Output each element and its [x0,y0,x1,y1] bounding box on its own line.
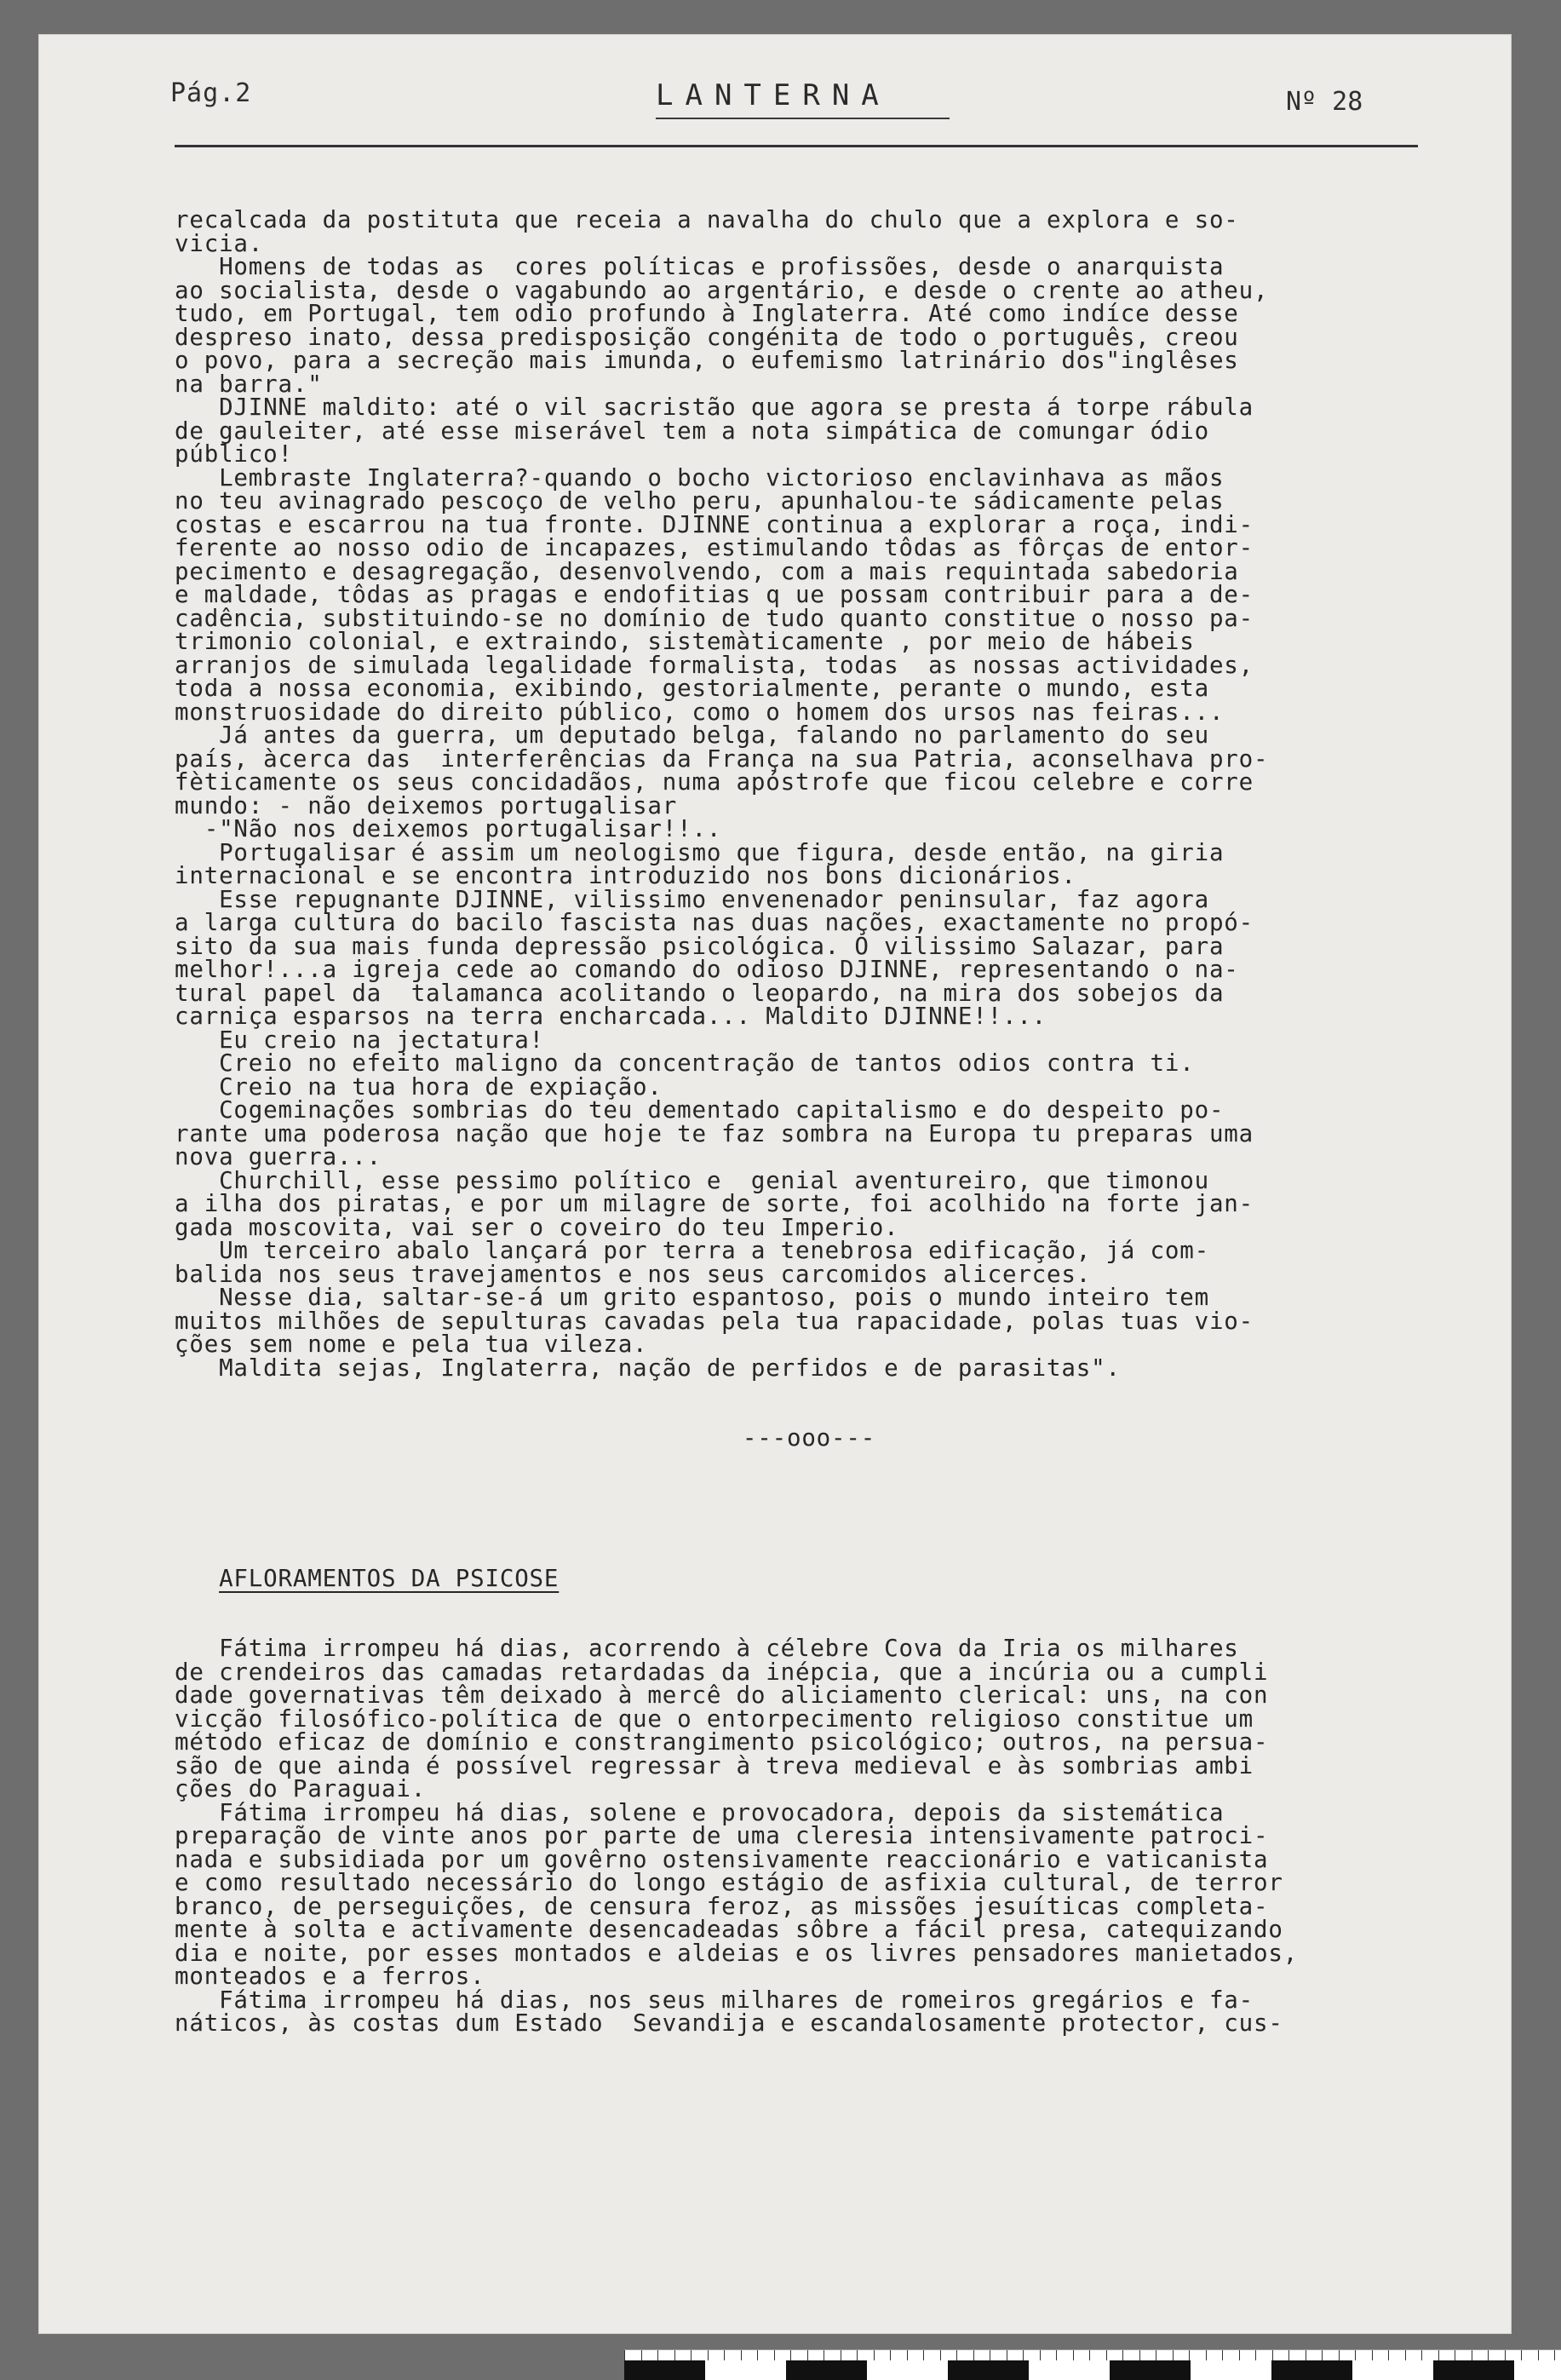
scale-tick [674,2350,675,2360]
text-line: melhor!...a igreja cede ao comando do odioso DJINNE, representando o na- [175,956,1239,983]
spacer [175,1498,1443,1521]
text-line: despreso inato, dessa predisposição congénita de todo o português, creou [175,323,1239,351]
text-line: tural papel da talamanca acolitando o leopardo, na mira dos sobejos da [175,979,1225,1007]
text-line: náticos, às costas dum Estado Sevandija e escandalosamente protector, cus- [175,2009,1283,2037]
body-text [175,162,1443,2249]
document-page [38,34,1512,2334]
scale-tick [1438,2350,1439,2360]
text-line: Churchill, esse pessimo político e genial aventureiro, que timonou [175,1166,1209,1194]
text-line: e maldade, tôdas as pragas e endofitias q ue possam contribuir para a de- [175,581,1254,608]
scale-tick [1239,2350,1240,2360]
scale-tick [1040,2350,1041,2360]
scale-block [1352,2360,1433,2380]
text-line: de gauleiter, até esse miserável tem a nota simpática de comungar ódio [175,417,1209,445]
scale-tick [1388,2350,1389,2360]
scale-block [948,2360,1029,2380]
article-1 [175,206,1443,1382]
scale-tick [1405,2350,1406,2360]
scale-tick [923,2350,924,2360]
scale-tick [973,2350,974,2360]
page-header [38,34,1512,170]
scale-tick [624,2350,625,2360]
scale-block [1191,2360,1271,2380]
issue-number: Nº 28 [1286,87,1363,117]
text-line: Creio no efeito maligno da concentração de tantos odios contra ti. [175,1049,1195,1077]
section-title: AFLORAMENTOS DA PSICOSE [219,1564,560,1592]
text-line: vicia. [175,229,264,257]
header-rule [175,145,1418,147]
scale-tick [890,2350,891,2360]
text-line: Já antes da guerra, um deputado belga, falando no parlamento do seu [175,721,1209,749]
text-line: internacional e se encontra introduzido nos bons dicionários. [175,862,1076,889]
scale-tick [940,2350,941,2360]
scale-block [1433,2360,1514,2380]
text-line: cadência, substituindo-se no domínio de tudo quanto constitue o nosso pa- [175,604,1254,632]
text-line: muitos milhões de sepulturas cavadas pela tua rapacidade, polas tuas vio- [175,1307,1254,1335]
text-line: nova guerra... [175,1143,382,1170]
text-line: Fátima irrompeu há dias, solene e provocadora, depois da sistemática [175,1798,1225,1826]
scale-tick [1106,2350,1107,2360]
text-line: costas e escarrou na tua fronte. DJINNE continua a explorar a roça, indi- [175,510,1254,538]
text-line: país, àcerca das interferências da França na sua Patria, aconselhava pro- [175,744,1269,773]
masthead-title: LANTERNA [656,78,891,112]
scale-tick [956,2350,957,2360]
text-line: trimonio colonial, e extraindo, sistemàticamente , por meio de hábeis [175,628,1195,655]
text-line: Lembraste Inglaterra?-quando o bocho victorioso enclavinhava as mãos [175,463,1225,492]
scale-tick [1421,2350,1422,2360]
text-line: ções do Paraguai. [175,1775,427,1802]
scale-tick [1139,2350,1140,2360]
separator: ---ooo--- [742,1424,876,1452]
scale-tick [1538,2350,1539,2360]
text-line: vicção filosófico-política de que o entorpecimento religioso constitue um [175,1705,1254,1733]
text-line: ções sem nome e pela tua vileza. [175,1331,648,1358]
scale-block [1029,2360,1110,2380]
text-line: branco, de perseguições, de censura feroz, as missões jesuíticas completa- [175,1892,1269,1920]
text-line: nada e subsidiada por um govêrno ostensivamente reaccionário e vaticanista [175,1845,1269,1873]
scale-tick [1122,2350,1123,2360]
text-line: Esse repugnante DJINNE, vilissimo envenenador peninsular, faz agora [175,885,1209,913]
scale-block [705,2360,786,2380]
scale-tick [641,2350,642,2360]
text-line: a larga cultura do bacilo fascista nas duas nações, exactamente no propó- [175,909,1254,936]
text-line: Fátima irrompeu há dias, nos seus milhares de romeiros gregários e fa- [175,1986,1254,2014]
scale-tick [1355,2350,1356,2360]
text-line: e como resultado necessário do longo estágio de asfixia cultural, de terror [175,1869,1283,1896]
scale-block [1271,2360,1352,2380]
scale-tick [774,2350,775,2360]
scale-tick [1339,2350,1340,2360]
text-line: mundo: - não deixemos portugalisar [175,791,678,819]
scale-tick [1189,2350,1190,2360]
text-line: toda a nossa economia, exibindo, gestorialmente, perante o mundo, esta [175,675,1209,702]
text-line: dade governativas têm deixado à mercê do aliciamento clerical: uns, na con [175,1682,1269,1709]
scale-block [624,2360,705,2380]
text-line: -"Não nos deixemos portugalisar!!.. [175,815,722,842]
scale-tick [857,2350,858,2360]
page-number: Pág.2 [170,78,252,108]
masthead-underline [656,118,950,119]
text-line: Cogeminações sombrias do teu dementado capitalismo e do despeito po- [175,1096,1225,1124]
scale-tick [1056,2350,1057,2360]
section-heading [175,1564,1443,1592]
scale-tick [1554,2350,1555,2360]
text-line: fèticamente os seus concidadãos, numa apóstrofe que ficou celebre e corre [175,768,1254,796]
text-line: a ilha dos piratas, e por um milagre de sorte, foi acolhido na forte jan- [175,1190,1254,1217]
scale-tick [741,2350,742,2360]
text-line: público! [175,440,293,468]
scale-tick [1173,2350,1174,2360]
scale-bar [624,2349,1561,2380]
text-line: o povo, para a secreção mais imunda, o eufemismo latrinário dos"inglêses [175,347,1239,374]
scale-tick [708,2350,709,2360]
text-line: Eu creio na jectatura! [175,1026,544,1054]
scale-tick [1521,2350,1522,2360]
text-line: pecimento e desagregação, desenvolvendo, com a mais requintada sabedoria [175,557,1239,585]
text-line: Fátima irrompeu há dias, acorrendo à célebre Cova da Iria os milhares [175,1635,1239,1662]
text-line: monstruosidade do direito público, como o homem dos ursos nas feiras... [175,698,1225,726]
text-line: Um terceiro abalo lançará por terra a tenebrosa edificação, já com- [175,1237,1209,1264]
scale-tick [874,2350,875,2360]
text-line: arranjos de simulada legalidade formalista, todas as nossas actividades, [175,651,1254,679]
scale-tick [691,2350,692,2360]
scale-tick [757,2350,758,2360]
text-line: sito da sua mais funda depressão psicológica. O vilissimo Salazar, para [175,932,1225,960]
scale-block [1110,2360,1191,2380]
text-line: no teu avinagrado pescoço de velho peru, apunhalou-te sádicamente pelas [175,487,1225,515]
scale-tick [1206,2350,1207,2360]
text-line: Maldita sejas, Inglaterra, nação de perfidos e de parasitas". [175,1354,1121,1382]
scale-tick [1089,2350,1090,2360]
text-line: na barra." [175,370,323,398]
text-line: são de que ainda é possível regressar à treva medieval e às sombrias ambi [175,1751,1254,1779]
text-line: Homens de todas as cores políticas e profissões, desde o anarquista [175,253,1225,280]
scale-tick [1222,2350,1223,2360]
scale-block [1514,2360,1561,2380]
scale-tick [1023,2350,1024,2360]
text-line: Portugalisar é assim um neologismo que figura, desde então, na giria [175,838,1225,866]
text-line: gada moscovita, vai ser o coveiro do teu Imperio. [175,1213,899,1241]
article-2 [175,1637,1443,2036]
scale-tick [1073,2350,1074,2360]
text-line: de crendeiros das camadas retardadas da inépcia, que a incúria ou a cumpli [175,1658,1269,1686]
scale-tick [1322,2350,1323,2360]
text-line: dia e noite, por esses montados e aldeias e os livres pensadores manietados, [175,1939,1299,1967]
scale-tick [1372,2350,1373,2360]
scale-tick [790,2350,791,2360]
text-line: tudo, em Portugal, tem odio profundo à Inglaterra. Até como indíce desse [175,300,1239,327]
text-line: Creio na tua hora de expiação. [175,1072,663,1101]
scale-block [786,2360,867,2380]
text-line: rante uma poderosa nação que hoje te faz sombra na Europa tu preparas uma [175,1119,1254,1147]
text-line: carniça esparsos na terra encharcada... Maldito DJINNE!!... [175,1003,1047,1030]
text-line: preparação de vinte anos por parte de uma cleresia intensivamente patroci- [175,1822,1269,1849]
text-line: recalcada da postituta que receia a navalha do chulo que a explora e so- [175,206,1239,233]
text-line: DJINNE maldito: até o vil sacristão que agora se presta á torpe rábula [175,394,1254,421]
text-line: balida nos seus travejamentos e nos seus carcomidos alicerces. [175,1260,1092,1288]
scale-tick [1272,2350,1273,2360]
scale-tick [1505,2350,1506,2360]
text-line: monteados e a ferros. [175,1963,485,1990]
scale-tick [724,2350,725,2360]
scale-tick [1255,2350,1256,2360]
text-line: Nesse dia, saltar-se-á um grito espantoso, pois o mundo inteiro tem [175,1284,1209,1311]
text-line: método eficaz de domínio e constrangimento psicológico; outros, na persua- [175,1728,1269,1756]
scale-tick [807,2350,808,2360]
text-line: mente à solta e activamente desencadeadas sôbre a fácil presa, catequizando [175,1916,1283,1943]
text-line: ferente ao nosso odio de incapazes, estimulando tôdas as fôrças de entor- [175,534,1254,561]
scale-tick [907,2350,908,2360]
scale-tick [1288,2350,1289,2360]
text-line: ao socialista, desde o vagabundo ao argentário, e desde o crente ao atheu, [175,276,1269,304]
scale-block [867,2360,948,2380]
scale-tick [1488,2350,1489,2360]
scale-tick [657,2350,658,2360]
